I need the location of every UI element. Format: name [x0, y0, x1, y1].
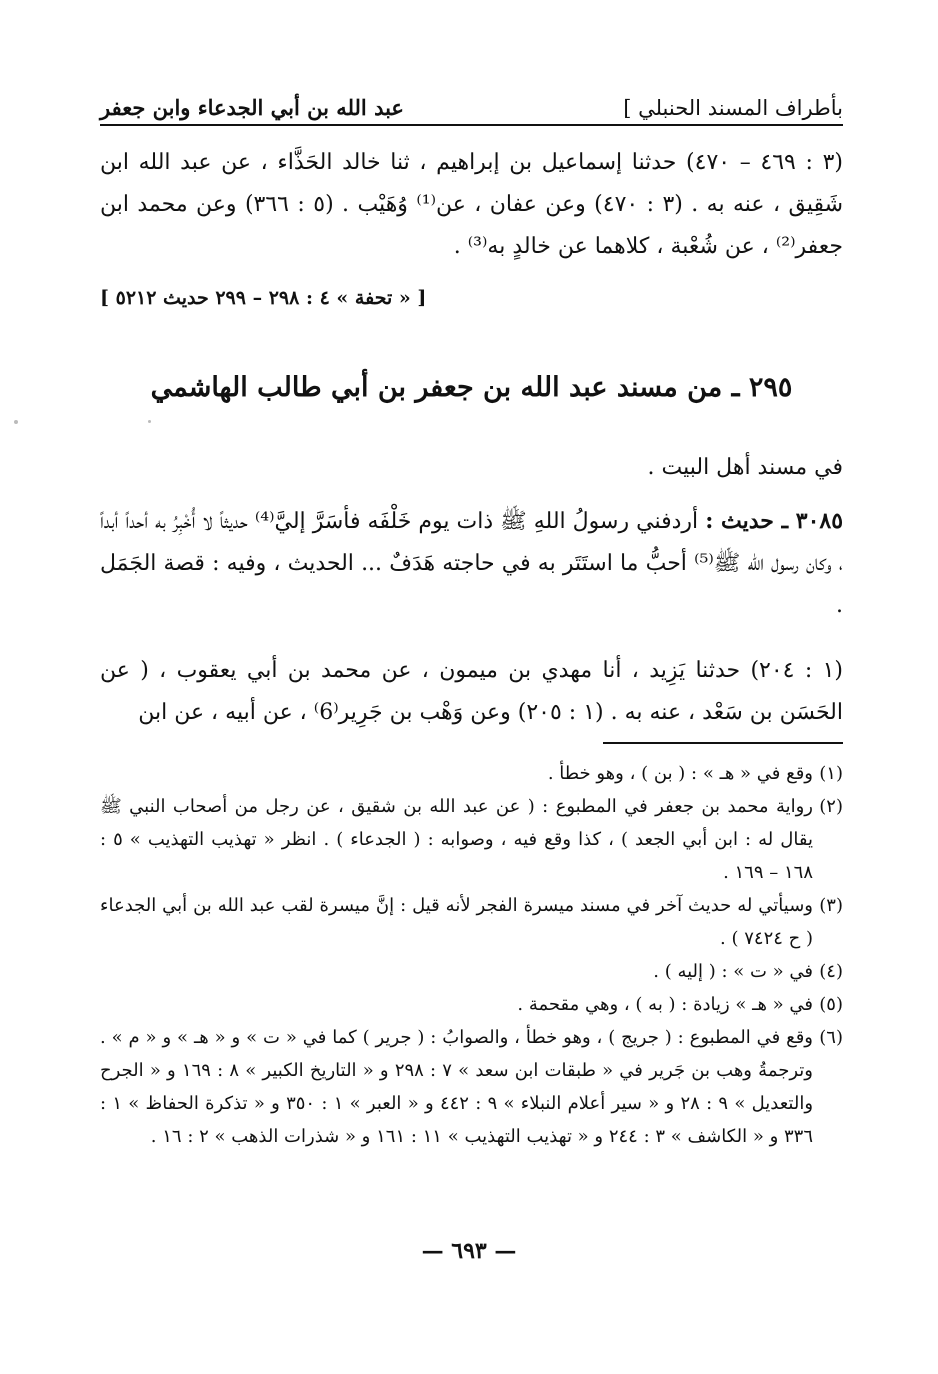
footnote-number: (٢): [819, 796, 843, 817]
page-number: — ٦٩٣ —: [421, 1238, 517, 1264]
hadith-number: ٣٠٨٥ ـ حديث :: [705, 508, 844, 534]
footnote: [100, 757, 843, 790]
isnad-block: [100, 650, 843, 734]
footnote: [100, 955, 843, 988]
footnote-number: (١): [819, 763, 843, 784]
running-header: [100, 82, 843, 126]
footnote-text: وسيأتي له حديث آخر في مسند ميسرة الفجر لأنه قيل : إنَّ ميسرة لقب عبد الله بن أبي الجدعاء ( ح ٧٤٢٤ ) .: [100, 895, 813, 949]
section-title: ٢٩٥ ـ من مسند عبد الله بن جعفر بن أبي طالب الهاشمي: [150, 372, 793, 403]
chapter-title: عبد الله بن أبي الجدعاء وابن جعفر: [100, 95, 404, 120]
isnad-paragraph: (١ : ٢٠٤) حدثنا يَزِيد ، أنا مهدي بن ميمون ، عن محمد بن أبي يعقوب ، ( عن الحَسَن بن سَعْد ، عنه به . (١ : ٢٠٥) وعن وَهْب بن جَرِير⁽6⁾ ، عن أبيه ، عن ابن: [100, 658, 844, 725]
hadith-paragraph: [100, 500, 843, 627]
footnote-text: وقع في « هـ » : ( بن ) ، وهو خطأ .: [547, 763, 813, 784]
paper-speck: [148, 420, 151, 423]
footnote: [100, 1021, 843, 1153]
footnote-number: (٣): [819, 895, 843, 916]
hadith-block: [100, 500, 843, 627]
intro-paragraph: (٣ : ٤٦٩ – ٤٧٠) حدثنا إسماعيل بن إبراهيم ، ثنا خالد الحَذَّاء ، عن عبد الله ابن شَقِيق ، عنه به . (٣ : ٤٧٠) وعن عفان ، عن⁽¹⁾ وُهَيْب . (٥ : ٣٦٦) وعن محمد ابن جعفر⁽²⁾ ، عن شُعْبة ، كلاهما عن خالدٍ به⁽³⁾ .: [100, 150, 844, 259]
intro-paragraph-block: [100, 142, 843, 268]
tuhfa-reference: [ « تحفة » ٤ : ٢٩٨ – ٢٩٩ حديث ٥٢١٢ ]: [100, 287, 427, 309]
footnote-number: (٤): [819, 961, 843, 982]
footnote-text: في « ت » : ( إليه ) .: [653, 961, 813, 982]
footnote-text: رواية محمد بن جعفر في المطبوع : ( عن عبد الله بن شقيق ، عن رجل من أصحاب النبي ﷺ يقال له : ابن أبي الجعد ) ، كذا وقع فيه ، وصوابه : ( الجدعاء ) . انظر « تهذيب التهذيب » ٥ : ١٦٨ – ١٦٩ .: [100, 796, 813, 883]
book-title: بأطراف المسند الحنبلي ]: [623, 96, 843, 120]
footnote-text: في « هـ » زيادة : ( به ) ، وهي مقحمة .: [517, 994, 813, 1015]
hadith-text: أردفني رسولُ اللهِ ﷺ ذات يوم خَلْفَه فأسَرَّ إليَّ⁽⁴⁾ حديثاً لا أُخْبِرُ به أحداً أبداً ، وكان رسول الله ﷺ⁽⁵⁾ أحبُّ ما استَتَر به في حاجته هَدَفٌ ... الحديث ، وفيه : قصة الجَمَل .: [100, 509, 844, 618]
footnote: [100, 889, 843, 955]
footnote-text: وقع في المطبوع : ( جريج ) ، وهو خطأ ، والصوابُ : ( جرير ) كما في « ت » و « هـ » و « م » . وترجمةُ وهب بن جَرير في « طبقات ابن سعد » ٧ : ٢٩٨ و « التاريخ الكبير » ٨ : ١٦٩ و « الجرح والتعديل » ٩ : ٢٨ و « سير أعلام النبلاء » ٩ : ٤٤٢ و « العبر » ١ : ٣٥٠ و « تذكرة الحفاظ » ١ : ٣٣٦ و « الكاشف » ٣ : ٢٤٤ و « تهذيب التهذيب » ١١ : ١٦١ و « شذرات الذهب » ٢ : ١٦ .: [100, 1027, 814, 1147]
footnote-divider: [603, 742, 843, 744]
footnote: [100, 790, 843, 889]
footnote-number: (٦): [819, 1027, 843, 1048]
footnote-number: (٥): [819, 994, 843, 1015]
footnotes: [100, 757, 843, 1153]
section-subtitle-block: [100, 447, 843, 489]
section-subtitle: في مسند أهل البيت .: [647, 455, 843, 480]
paper-speck: [14, 420, 18, 424]
footnote: [100, 988, 843, 1021]
